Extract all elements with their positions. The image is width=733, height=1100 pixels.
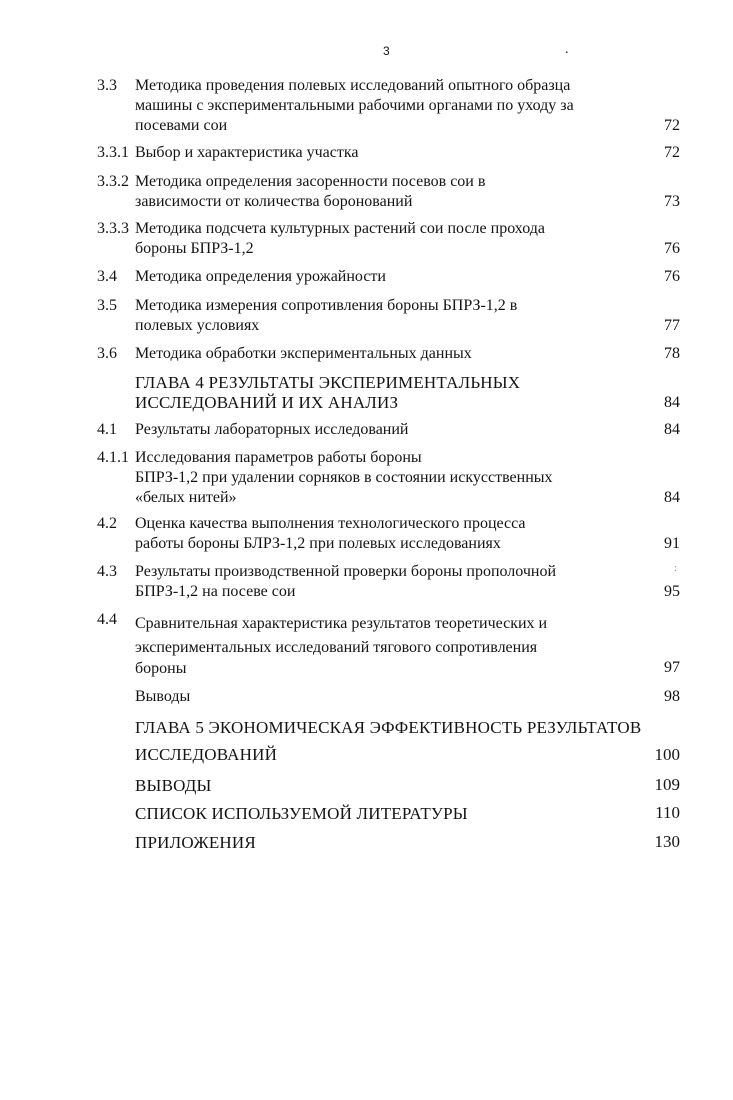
toc-entry-page: 97 [664,659,680,676]
toc-title-line: работы бороны БЛРЗ-1,2 при полевых исследованиях [135,535,501,552]
toc-entry-page: 100 [654,745,680,764]
toc-entry-number: 4.3 [97,563,117,580]
toc-entry-title [135,267,635,287]
toc-entry-number: 3.4 [97,268,117,285]
toc-title-line: машины с экспериментальными рабочими органами по уходу за [135,97,574,114]
header-mark: . [565,42,569,57]
toc-entry-page: 84 [664,421,680,438]
toc-entry-title [135,514,635,554]
toc-entry-title [135,562,635,602]
toc-title-line: посевами сои [135,117,228,134]
margin-mark: : [674,563,677,574]
toc-entry-page: 72 [664,144,680,161]
toc-entry-title [135,219,635,259]
toc-title-line: Методика определения урожайности [135,268,386,285]
toc-entry-page: 78 [664,345,680,362]
toc-title-line: ИССЛЕДОВАНИЙ И ИХ АНАЛИЗ [135,393,399,412]
toc-title-line: Методика проведения полевых исследований опытного образца [135,77,571,94]
toc-title-line: Сравнительная характеристика результатов теоретических и [135,615,548,632]
toc-entry-number: 3.3.3 [97,220,129,237]
toc-title-line: бороны БПРЗ-1,2 [135,240,254,257]
toc-entry-page: 130 [654,832,680,851]
toc-entry-page: 84 [664,489,680,506]
toc-title-line: БПРЗ-1,2 на посеве сои [135,583,296,600]
toc-entry-page: 76 [664,268,680,285]
toc-title-line: зависимости от количества боронований [135,193,413,210]
toc-title-line: Методика подсчета культурных растений сои после прохода [135,220,545,237]
toc-entry-number: 3.3.1 [97,144,129,161]
toc-title-line: Выбор и характеристика участка [135,144,359,161]
toc-entry-page: 91 [664,535,680,552]
toc-entry-title [135,296,635,336]
toc-entry-title [135,687,635,707]
toc-title-line: ГЛАВА 5 ЭКОНОМИЧЕСКАЯ ЭФФЕКТИВНОСТЬ РЕЗУЛЬТАТОВ [135,718,642,737]
toc-entry-title [135,800,635,827]
toc-entry-number: 4.2 [97,515,117,532]
toc-title-line: Методика измерения сопротивления бороны БПРЗ-1,2 в [135,297,518,314]
toc-entry-title [135,143,635,163]
toc-entry-page: 72 [664,117,680,134]
toc-title-line: ИССЛЕДОВАНИЙ [135,745,278,764]
toc-title-line: «белых нитей» [135,489,237,506]
toc-title-line: ПРИЛОЖЕНИЯ [135,833,256,852]
toc-title-line: бороны [135,660,187,677]
toc-entry-page: 98 [664,688,680,705]
toc-title-line: Исследования параметров работы бороны [135,449,422,466]
toc-title-line: ГЛАВА 4 РЕЗУЛЬТАТЫ ЭКСПЕРИМЕНТАЛЬНЫХ [135,373,521,392]
toc-title-line: полевых условиях [135,317,260,334]
toc-entry-number: 3.3.2 [97,173,129,190]
toc-entry-title [135,448,635,508]
toc-entry-number: 4.1.1 [97,449,129,466]
toc-entry-page: 77 [664,317,680,334]
toc-entry-number: 3.6 [97,345,117,362]
toc-title-line: ВЫВОДЫ [135,776,212,795]
toc-entry-title [135,772,635,799]
toc-entry-page: 73 [664,193,680,210]
toc-title-line: Методика обработки экспериментальных данных [135,345,472,362]
toc-title-line: Выводы [135,688,191,705]
page-number: 3 [383,44,390,58]
toc-title-line: Методика определения засоренности посевов сои в [135,173,486,190]
toc-entry-title [135,76,635,136]
toc-entry-number: 3.5 [97,297,117,314]
toc-entry-title [135,829,635,856]
toc-entry-number: 4.1 [97,421,117,438]
toc-title-line: СПИСОК ИСПОЛЬЗУЕМОЙ ЛИТЕРАТУРЫ [135,804,468,823]
toc-title-line: Оценка качества выполнения технологического процесса [135,515,526,532]
toc-chapter-title [135,714,660,768]
toc-entry-page: 109 [654,775,680,794]
toc-entry-title [135,420,635,440]
toc-entry-page: 110 [655,803,680,822]
toc-entry-number: 4.4 [97,611,117,628]
toc-title-line: БПРЗ-1,2 при удалении сорняков в состоянии искусственных [135,469,553,486]
toc-entry-page: 84 [664,394,680,411]
toc-title-line: Результаты лабораторных исследований [135,421,409,438]
toc-title-line: экспериментальных исследований тягового сопротивления [135,639,538,656]
toc-entry-page: 95 [664,583,680,600]
toc-entry-page: 76 [664,240,680,257]
toc-title-line: Результаты производственной проверки бороны прополочной [135,563,557,580]
toc-entry-number: 3.3 [97,77,117,94]
toc-entry-title [135,344,635,364]
toc-entry-title [135,610,635,679]
toc-chapter-title [135,373,635,413]
toc-entry-title [135,172,635,212]
